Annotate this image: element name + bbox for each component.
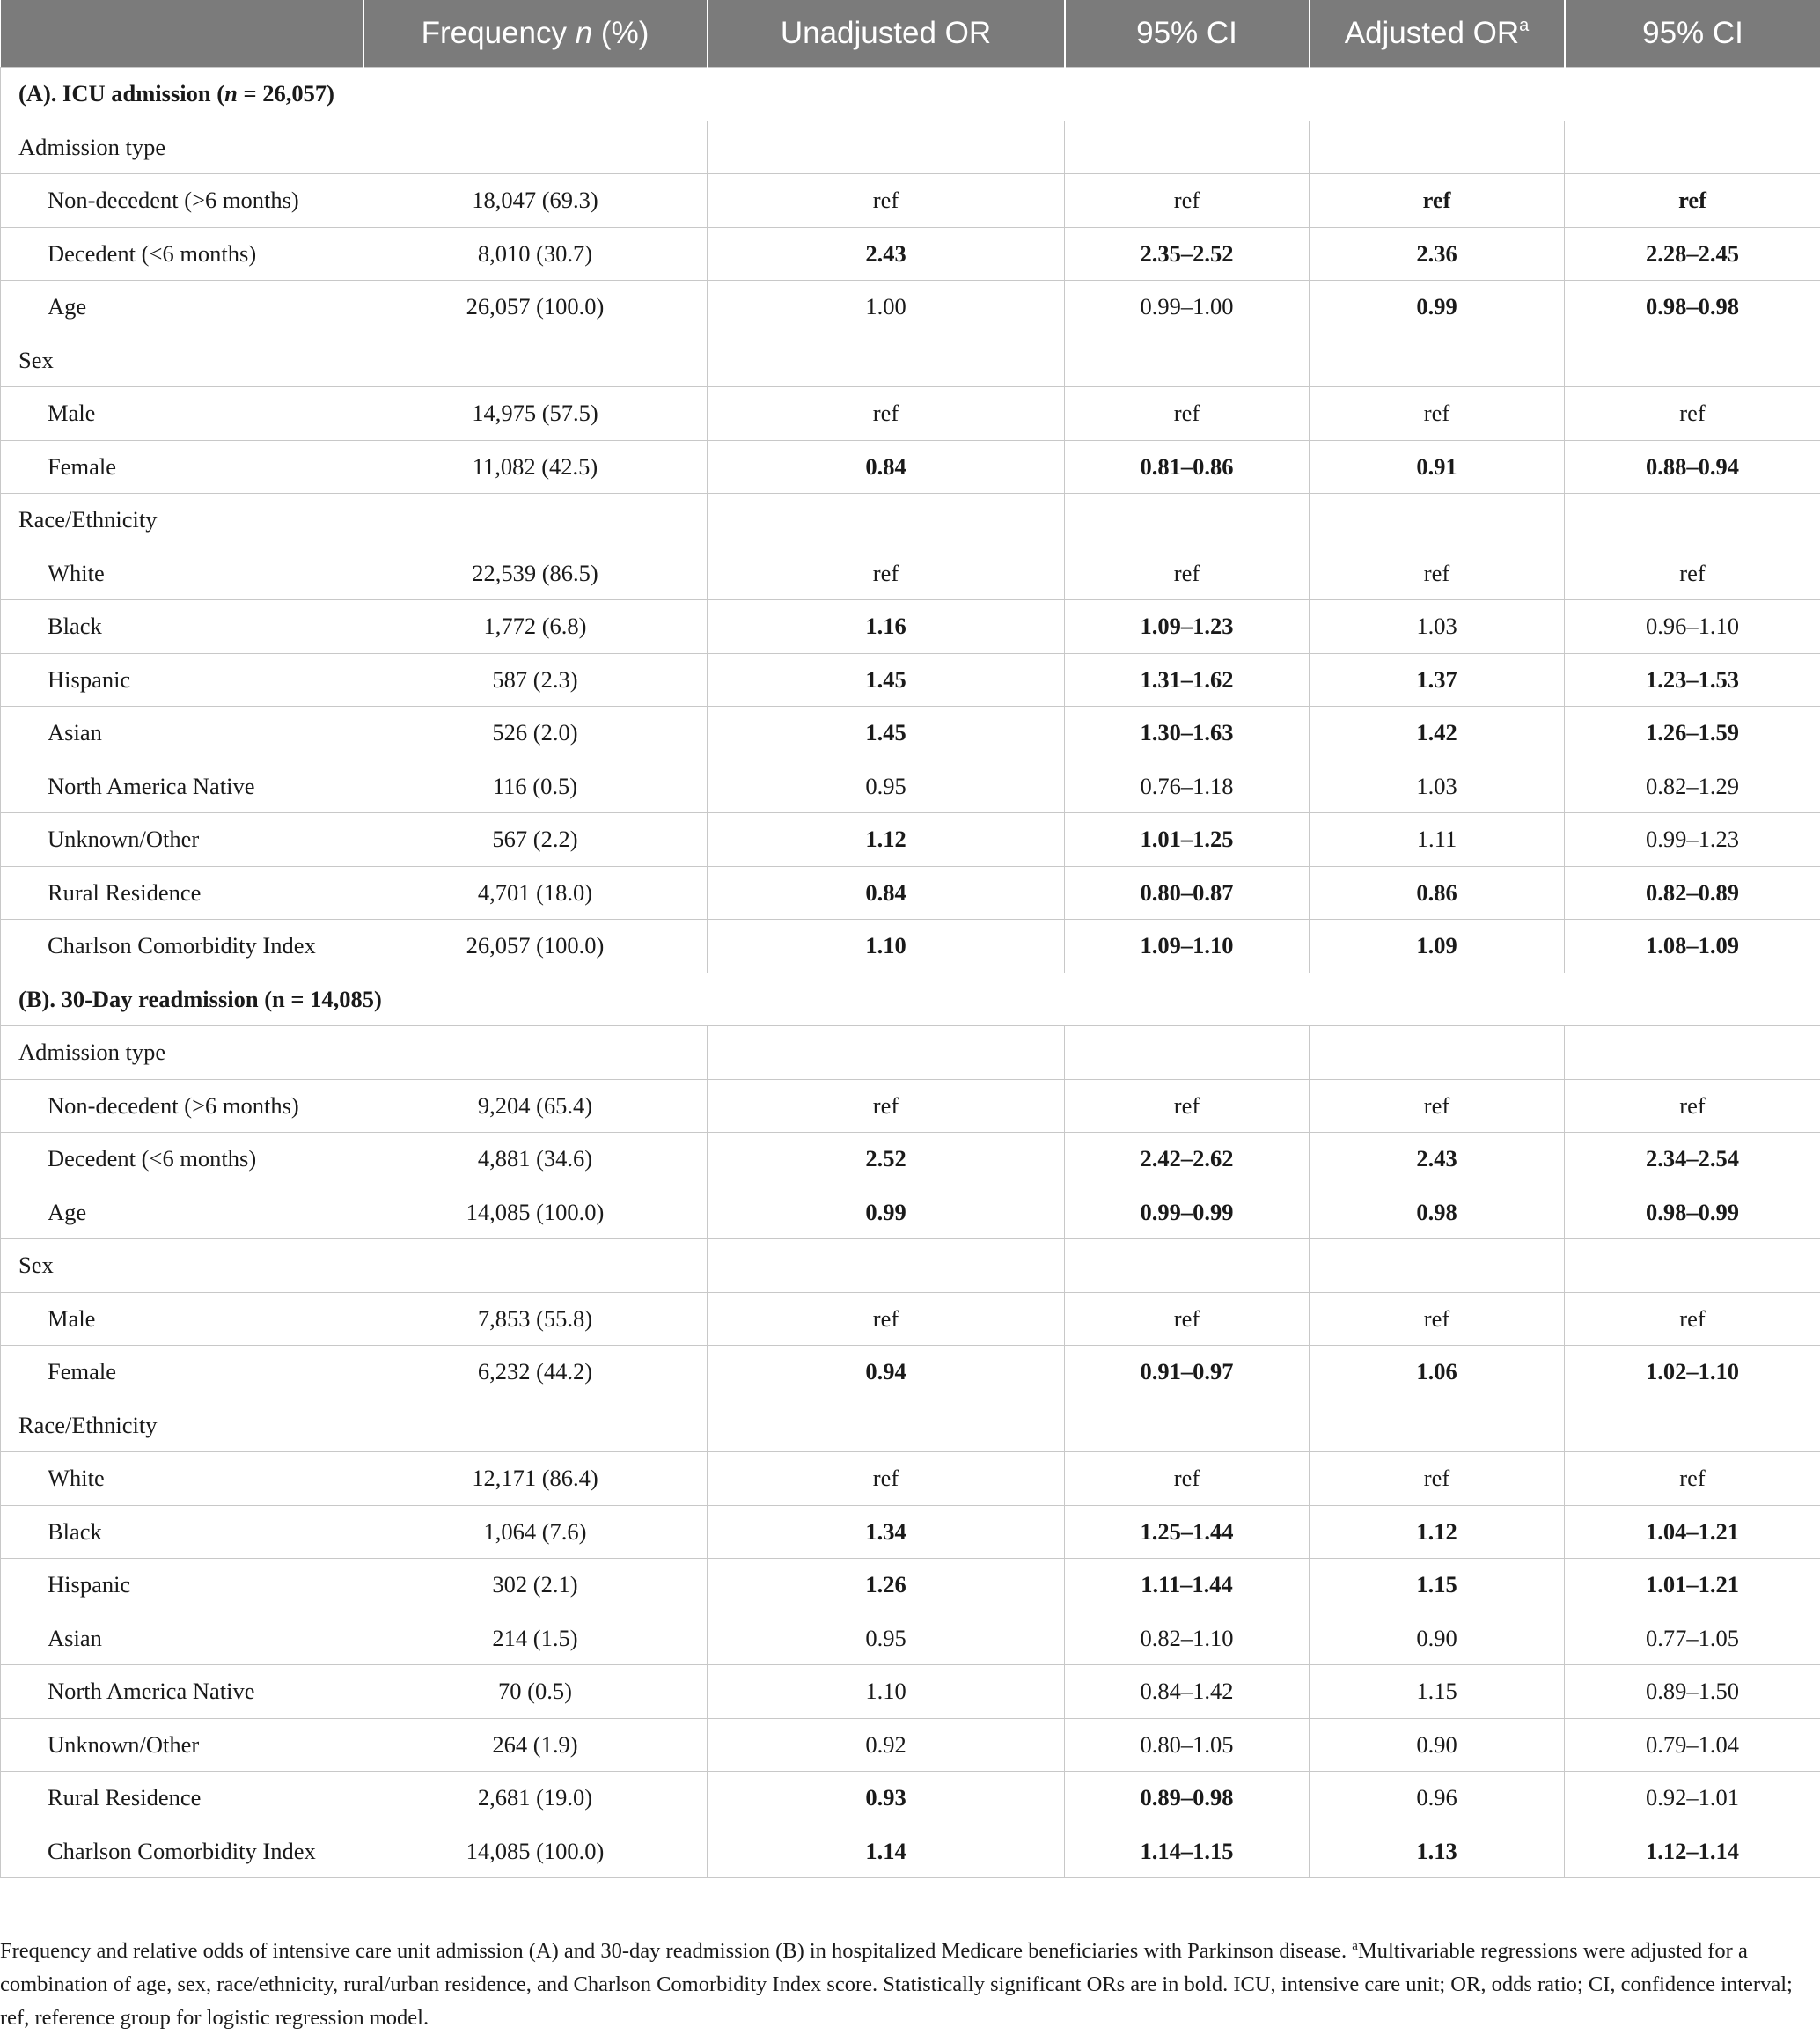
frequency-cell: 264 (1.9) bbox=[363, 1718, 708, 1772]
ci-adjusted-cell: 0.79–1.04 bbox=[1565, 1718, 1820, 1772]
group-label: Sex bbox=[1, 1239, 363, 1293]
row-label: Asian bbox=[1, 1612, 363, 1665]
frequency-cell: 11,082 (42.5) bbox=[363, 440, 708, 494]
unadjusted-or-cell: 1.16 bbox=[708, 600, 1065, 654]
ci-unadjusted-cell: 0.76–1.18 bbox=[1065, 760, 1310, 813]
adjusted-or-cell: 1.06 bbox=[1310, 1346, 1565, 1399]
ci-unadjusted-cell: ref bbox=[1065, 1452, 1310, 1506]
header-adjusted-or-text: Adjusted OR bbox=[1344, 16, 1520, 50]
ci-adjusted-cell: 2.28–2.45 bbox=[1565, 227, 1820, 281]
group-label: Race/Ethnicity bbox=[1, 494, 363, 547]
row-label: White bbox=[1, 547, 363, 600]
unadjusted-or-cell: 0.94 bbox=[708, 1346, 1065, 1399]
table-row bbox=[1, 600, 1820, 654]
ci-unadjusted-cell: 1.25–1.44 bbox=[1065, 1505, 1310, 1559]
ci-adjusted-cell: ref bbox=[1565, 1452, 1820, 1506]
unadjusted-or-cell: 0.99 bbox=[708, 1186, 1065, 1239]
adjusted-or-cell: 0.99 bbox=[1310, 281, 1565, 334]
adjusted-or-cell: 2.43 bbox=[1310, 1133, 1565, 1186]
table-row bbox=[1, 174, 1820, 228]
section-title-count: = 26,057) bbox=[237, 80, 334, 107]
row-label: Black bbox=[1, 600, 363, 654]
unadjusted-or-cell: 0.95 bbox=[708, 1612, 1065, 1665]
table-row bbox=[1, 1665, 1820, 1719]
table-row bbox=[1, 1079, 1820, 1133]
unadjusted-or-cell: 2.52 bbox=[708, 1133, 1065, 1186]
row-label: Unknown/Other bbox=[1, 813, 363, 867]
ci-adjusted-cell: 0.77–1.05 bbox=[1565, 1612, 1820, 1665]
ci-adjusted-cell: 0.96–1.10 bbox=[1565, 600, 1820, 654]
ci-adjusted-cell: 0.98–0.98 bbox=[1565, 281, 1820, 334]
header-variable bbox=[1, 0, 363, 68]
frequency-cell: 14,085 (100.0) bbox=[363, 1186, 708, 1239]
frequency-cell: 587 (2.3) bbox=[363, 653, 708, 707]
frequency-cell bbox=[363, 494, 708, 547]
adjusted-or-cell: ref bbox=[1310, 1292, 1565, 1346]
ci-unadjusted-cell: 1.01–1.25 bbox=[1065, 813, 1310, 867]
unadjusted-or-cell: 2.43 bbox=[708, 227, 1065, 281]
group-header-row bbox=[1, 494, 1820, 547]
ci-adjusted-cell: 1.02–1.10 bbox=[1565, 1346, 1820, 1399]
adjusted-or-cell: ref bbox=[1310, 547, 1565, 600]
ci-unadjusted-cell: 1.31–1.62 bbox=[1065, 653, 1310, 707]
unadjusted-or-cell: ref bbox=[708, 1452, 1065, 1506]
table-row bbox=[1, 1772, 1820, 1825]
unadjusted-or-cell bbox=[708, 1026, 1065, 1080]
adjusted-or-cell: 1.12 bbox=[1310, 1505, 1565, 1559]
ci-unadjusted-cell: 0.91–0.97 bbox=[1065, 1346, 1310, 1399]
frequency-cell: 214 (1.5) bbox=[363, 1612, 708, 1665]
header-row bbox=[1, 0, 1820, 68]
section-header-row bbox=[1, 973, 1820, 1026]
ci-adjusted-cell: 0.82–1.29 bbox=[1565, 760, 1820, 813]
ci-adjusted-cell bbox=[1565, 1026, 1820, 1080]
frequency-cell: 26,057 (100.0) bbox=[363, 281, 708, 334]
group-label: Admission type bbox=[1, 1026, 363, 1080]
unadjusted-or-cell: 0.93 bbox=[708, 1772, 1065, 1825]
adjusted-or-cell bbox=[1310, 1026, 1565, 1080]
row-label: Decedent (<6 months) bbox=[1, 1133, 363, 1186]
adjusted-or-cell: ref bbox=[1310, 387, 1565, 441]
unadjusted-or-cell: 1.10 bbox=[708, 920, 1065, 973]
header-ci-unadjusted: 95% CI bbox=[1065, 0, 1310, 68]
row-label: Age bbox=[1, 1186, 363, 1239]
ci-unadjusted-cell: 0.81–0.86 bbox=[1065, 440, 1310, 494]
row-label: Charlson Comorbidity Index bbox=[1, 1825, 363, 1878]
adjusted-or-cell: 1.42 bbox=[1310, 707, 1565, 760]
adjusted-or-cell: 1.15 bbox=[1310, 1665, 1565, 1719]
table-row bbox=[1, 440, 1820, 494]
ci-adjusted-cell: 0.88–0.94 bbox=[1565, 440, 1820, 494]
adjusted-or-cell: 0.86 bbox=[1310, 866, 1565, 920]
section-title-text: (B). 30-Day readmission (n = 14,085) bbox=[18, 985, 382, 1012]
footnote-text-2: Multivariable regressions were adjusted for a combination of age, sex, race/ethnicity, rural/urban residence, and Charlson Comorbidity Index score. Statistically significant ORs are in bold. ICU, intensive care unit; OR, odds ratio; CI, confidence interval; ref, reference group for logistic regression model. bbox=[0, 1939, 1793, 2030]
frequency-cell: 14,085 (100.0) bbox=[363, 1825, 708, 1878]
unadjusted-or-cell: 0.84 bbox=[708, 866, 1065, 920]
ci-unadjusted-cell: 0.80–1.05 bbox=[1065, 1718, 1310, 1772]
unadjusted-or-cell: 1.34 bbox=[708, 1505, 1065, 1559]
adjusted-or-cell: 1.09 bbox=[1310, 920, 1565, 973]
frequency-cell bbox=[363, 1399, 708, 1452]
row-label: Male bbox=[1, 1292, 363, 1346]
adjusted-or-cell: 0.90 bbox=[1310, 1718, 1565, 1772]
table-footnote bbox=[0, 1935, 1795, 2035]
table-row bbox=[1, 1559, 1820, 1612]
row-label: Hispanic bbox=[1, 653, 363, 707]
ci-adjusted-cell: ref bbox=[1565, 387, 1820, 441]
frequency-cell bbox=[363, 121, 708, 174]
ci-unadjusted-cell: 2.42–2.62 bbox=[1065, 1133, 1310, 1186]
table-row bbox=[1, 920, 1820, 973]
ci-adjusted-cell: ref bbox=[1565, 1292, 1820, 1346]
ci-unadjusted-cell: 1.11–1.44 bbox=[1065, 1559, 1310, 1612]
ci-unadjusted-cell bbox=[1065, 494, 1310, 547]
row-label: Rural Residence bbox=[1, 1772, 363, 1825]
adjusted-or-cell: 1.13 bbox=[1310, 1825, 1565, 1878]
ci-unadjusted-cell: 0.82–1.10 bbox=[1065, 1612, 1310, 1665]
adjusted-or-cell: ref bbox=[1310, 174, 1565, 228]
frequency-cell: 1,772 (6.8) bbox=[363, 600, 708, 654]
adjusted-or-cell: 1.15 bbox=[1310, 1559, 1565, 1612]
frequency-cell: 116 (0.5) bbox=[363, 760, 708, 813]
footnote-text-1: Frequency and relative odds of intensive care unit admission (A) and 30-day readmission (B) in hospitalized Medicare beneficiaries with Parkinson disease. bbox=[0, 1939, 1353, 1963]
ci-adjusted-cell: 1.01–1.21 bbox=[1565, 1559, 1820, 1612]
table-row bbox=[1, 653, 1820, 707]
table-row bbox=[1, 1825, 1820, 1878]
frequency-cell: 6,232 (44.2) bbox=[363, 1346, 708, 1399]
ci-unadjusted-cell: ref bbox=[1065, 387, 1310, 441]
header-frequency bbox=[363, 0, 708, 68]
ci-unadjusted-cell bbox=[1065, 121, 1310, 174]
unadjusted-or-cell: ref bbox=[708, 174, 1065, 228]
adjusted-or-cell: 0.91 bbox=[1310, 440, 1565, 494]
table-row bbox=[1, 1346, 1820, 1399]
unadjusted-or-cell bbox=[708, 334, 1065, 387]
row-label: Non-decedent (>6 months) bbox=[1, 174, 363, 228]
row-label: North America Native bbox=[1, 760, 363, 813]
ci-unadjusted-cell bbox=[1065, 334, 1310, 387]
row-label: Male bbox=[1, 387, 363, 441]
unadjusted-or-cell: 1.45 bbox=[708, 653, 1065, 707]
table-row bbox=[1, 547, 1820, 600]
table-row bbox=[1, 281, 1820, 334]
table-row bbox=[1, 866, 1820, 920]
ci-adjusted-cell bbox=[1565, 494, 1820, 547]
frequency-cell: 526 (2.0) bbox=[363, 707, 708, 760]
section-title-n: n bbox=[224, 80, 238, 107]
ci-adjusted-cell: 0.89–1.50 bbox=[1565, 1665, 1820, 1719]
adjusted-or-cell: 0.96 bbox=[1310, 1772, 1565, 1825]
row-label: Age bbox=[1, 281, 363, 334]
adjusted-or-cell: 1.03 bbox=[1310, 760, 1565, 813]
ci-adjusted-cell: ref bbox=[1565, 174, 1820, 228]
table-row bbox=[1, 707, 1820, 760]
section-header-row bbox=[1, 68, 1820, 121]
ci-unadjusted-cell: 0.84–1.42 bbox=[1065, 1665, 1310, 1719]
ci-unadjusted-cell: 1.14–1.15 bbox=[1065, 1825, 1310, 1878]
adjusted-or-cell: 2.36 bbox=[1310, 227, 1565, 281]
adjusted-or-cell: ref bbox=[1310, 1452, 1565, 1506]
frequency-cell: 302 (2.1) bbox=[363, 1559, 708, 1612]
ci-adjusted-cell: 1.26–1.59 bbox=[1565, 707, 1820, 760]
adjusted-or-cell: 1.11 bbox=[1310, 813, 1565, 867]
frequency-cell: 8,010 (30.7) bbox=[363, 227, 708, 281]
unadjusted-or-cell bbox=[708, 1239, 1065, 1293]
adjusted-or-cell: 0.98 bbox=[1310, 1186, 1565, 1239]
frequency-cell: 12,171 (86.4) bbox=[363, 1452, 708, 1506]
ci-adjusted-cell: 0.82–0.89 bbox=[1565, 866, 1820, 920]
group-header-row bbox=[1, 1399, 1820, 1452]
unadjusted-or-cell: 1.14 bbox=[708, 1825, 1065, 1878]
footnote-mark: a bbox=[1352, 1939, 1358, 1953]
row-label: Black bbox=[1, 1505, 363, 1559]
table-row bbox=[1, 760, 1820, 813]
frequency-cell: 7,853 (55.8) bbox=[363, 1292, 708, 1346]
header-ci-adjusted: 95% CI bbox=[1565, 0, 1820, 68]
frequency-cell: 26,057 (100.0) bbox=[363, 920, 708, 973]
section-title bbox=[1, 68, 1820, 121]
adjusted-or-cell: ref bbox=[1310, 1079, 1565, 1133]
ci-adjusted-cell: 0.92–1.01 bbox=[1565, 1772, 1820, 1825]
section-title-text: (A). ICU admission ( bbox=[18, 80, 225, 107]
adjusted-or-cell bbox=[1310, 1239, 1565, 1293]
group-header-row bbox=[1, 1026, 1820, 1080]
ci-unadjusted-cell bbox=[1065, 1026, 1310, 1080]
ci-adjusted-cell: ref bbox=[1565, 547, 1820, 600]
ci-adjusted-cell: 1.12–1.14 bbox=[1565, 1825, 1820, 1878]
ci-unadjusted-cell: 1.09–1.10 bbox=[1065, 920, 1310, 973]
ci-adjusted-cell: 0.99–1.23 bbox=[1565, 813, 1820, 867]
ci-adjusted-cell bbox=[1565, 1239, 1820, 1293]
ci-unadjusted-cell: 2.35–2.52 bbox=[1065, 227, 1310, 281]
ci-unadjusted-cell bbox=[1065, 1239, 1310, 1293]
table-row bbox=[1, 1292, 1820, 1346]
table-row bbox=[1, 1612, 1820, 1665]
unadjusted-or-cell: ref bbox=[708, 547, 1065, 600]
ci-unadjusted-cell: 0.89–0.98 bbox=[1065, 1772, 1310, 1825]
ci-unadjusted-cell: ref bbox=[1065, 547, 1310, 600]
ci-adjusted-cell: 1.23–1.53 bbox=[1565, 653, 1820, 707]
unadjusted-or-cell: 1.10 bbox=[708, 1665, 1065, 1719]
group-header-row bbox=[1, 334, 1820, 387]
header-adjusted-or-footnote-mark: a bbox=[1519, 16, 1530, 35]
ci-adjusted-cell: 1.08–1.09 bbox=[1565, 920, 1820, 973]
header-frequency-n: n bbox=[575, 16, 593, 50]
row-label: Unknown/Other bbox=[1, 1718, 363, 1772]
frequency-cell: 2,681 (19.0) bbox=[363, 1772, 708, 1825]
frequency-cell bbox=[363, 1026, 708, 1080]
frequency-cell: 9,204 (65.4) bbox=[363, 1079, 708, 1133]
ci-unadjusted-cell: ref bbox=[1065, 1079, 1310, 1133]
group-header-row bbox=[1, 1239, 1820, 1293]
frequency-cell: 567 (2.2) bbox=[363, 813, 708, 867]
unadjusted-or-cell: 1.12 bbox=[708, 813, 1065, 867]
section-title bbox=[1, 973, 1820, 1026]
ci-adjusted-cell: 2.34–2.54 bbox=[1565, 1133, 1820, 1186]
ci-adjusted-cell: 0.98–0.99 bbox=[1565, 1186, 1820, 1239]
group-header-row bbox=[1, 121, 1820, 174]
row-label: Female bbox=[1, 1346, 363, 1399]
ci-adjusted-cell bbox=[1565, 1399, 1820, 1452]
row-label: Rural Residence bbox=[1, 866, 363, 920]
unadjusted-or-cell: 1.45 bbox=[708, 707, 1065, 760]
ci-unadjusted-cell: ref bbox=[1065, 1292, 1310, 1346]
unadjusted-or-cell: ref bbox=[708, 1079, 1065, 1133]
row-label: Asian bbox=[1, 707, 363, 760]
row-label: Hispanic bbox=[1, 1559, 363, 1612]
ci-adjusted-cell bbox=[1565, 121, 1820, 174]
row-label: Charlson Comorbidity Index bbox=[1, 920, 363, 973]
frequency-cell bbox=[363, 1239, 708, 1293]
frequency-cell: 22,539 (86.5) bbox=[363, 547, 708, 600]
row-label: Female bbox=[1, 440, 363, 494]
adjusted-or-cell: 1.37 bbox=[1310, 653, 1565, 707]
adjusted-or-cell bbox=[1310, 121, 1565, 174]
unadjusted-or-cell: 1.00 bbox=[708, 281, 1065, 334]
group-label: Sex bbox=[1, 334, 363, 387]
ci-adjusted-cell bbox=[1565, 334, 1820, 387]
group-label: Race/Ethnicity bbox=[1, 1399, 363, 1452]
unadjusted-or-cell bbox=[708, 1399, 1065, 1452]
frequency-cell: 4,881 (34.6) bbox=[363, 1133, 708, 1186]
frequency-cell: 18,047 (69.3) bbox=[363, 174, 708, 228]
frequency-cell: 70 (0.5) bbox=[363, 1665, 708, 1719]
table-row bbox=[1, 1133, 1820, 1186]
ci-unadjusted-cell: 1.30–1.63 bbox=[1065, 707, 1310, 760]
header-unadjusted-or: Unadjusted OR bbox=[708, 0, 1065, 68]
unadjusted-or-cell: 0.95 bbox=[708, 760, 1065, 813]
row-label: North America Native bbox=[1, 1665, 363, 1719]
adjusted-or-cell bbox=[1310, 494, 1565, 547]
adjusted-or-cell: 1.03 bbox=[1310, 600, 1565, 654]
frequency-cell bbox=[363, 334, 708, 387]
unadjusted-or-cell bbox=[708, 121, 1065, 174]
unadjusted-or-cell: ref bbox=[708, 387, 1065, 441]
table-row bbox=[1, 387, 1820, 441]
frequency-cell: 1,064 (7.6) bbox=[363, 1505, 708, 1559]
table-row bbox=[1, 813, 1820, 867]
ci-adjusted-cell: 1.04–1.21 bbox=[1565, 1505, 1820, 1559]
table-row bbox=[1, 1505, 1820, 1559]
row-label: Decedent (<6 months) bbox=[1, 227, 363, 281]
group-label: Admission type bbox=[1, 121, 363, 174]
unadjusted-or-cell: 1.26 bbox=[708, 1559, 1065, 1612]
header-frequency-text: Frequency bbox=[421, 16, 576, 50]
ci-unadjusted-cell: 0.99–1.00 bbox=[1065, 281, 1310, 334]
table-body bbox=[1, 68, 1820, 1878]
adjusted-or-cell bbox=[1310, 1399, 1565, 1452]
unadjusted-or-cell: ref bbox=[708, 1292, 1065, 1346]
frequency-cell: 4,701 (18.0) bbox=[363, 866, 708, 920]
header-adjusted-or bbox=[1310, 0, 1565, 68]
header-frequency-unit: (%) bbox=[592, 16, 649, 50]
adjusted-or-cell: 0.90 bbox=[1310, 1612, 1565, 1665]
ci-unadjusted-cell: 0.99–0.99 bbox=[1065, 1186, 1310, 1239]
unadjusted-or-cell: 0.84 bbox=[708, 440, 1065, 494]
unadjusted-or-cell bbox=[708, 494, 1065, 547]
table-row bbox=[1, 1186, 1820, 1239]
frequency-cell: 14,975 (57.5) bbox=[363, 387, 708, 441]
ci-adjusted-cell: ref bbox=[1565, 1079, 1820, 1133]
table-row bbox=[1, 1452, 1820, 1506]
ci-unadjusted-cell: 1.09–1.23 bbox=[1065, 600, 1310, 654]
unadjusted-or-cell: 0.92 bbox=[708, 1718, 1065, 1772]
adjusted-or-cell bbox=[1310, 334, 1565, 387]
table-row bbox=[1, 227, 1820, 281]
table-row bbox=[1, 1718, 1820, 1772]
ci-unadjusted-cell: ref bbox=[1065, 174, 1310, 228]
ci-unadjusted-cell bbox=[1065, 1399, 1310, 1452]
ci-unadjusted-cell: 0.80–0.87 bbox=[1065, 866, 1310, 920]
row-label: Non-decedent (>6 months) bbox=[1, 1079, 363, 1133]
row-label: White bbox=[1, 1452, 363, 1506]
